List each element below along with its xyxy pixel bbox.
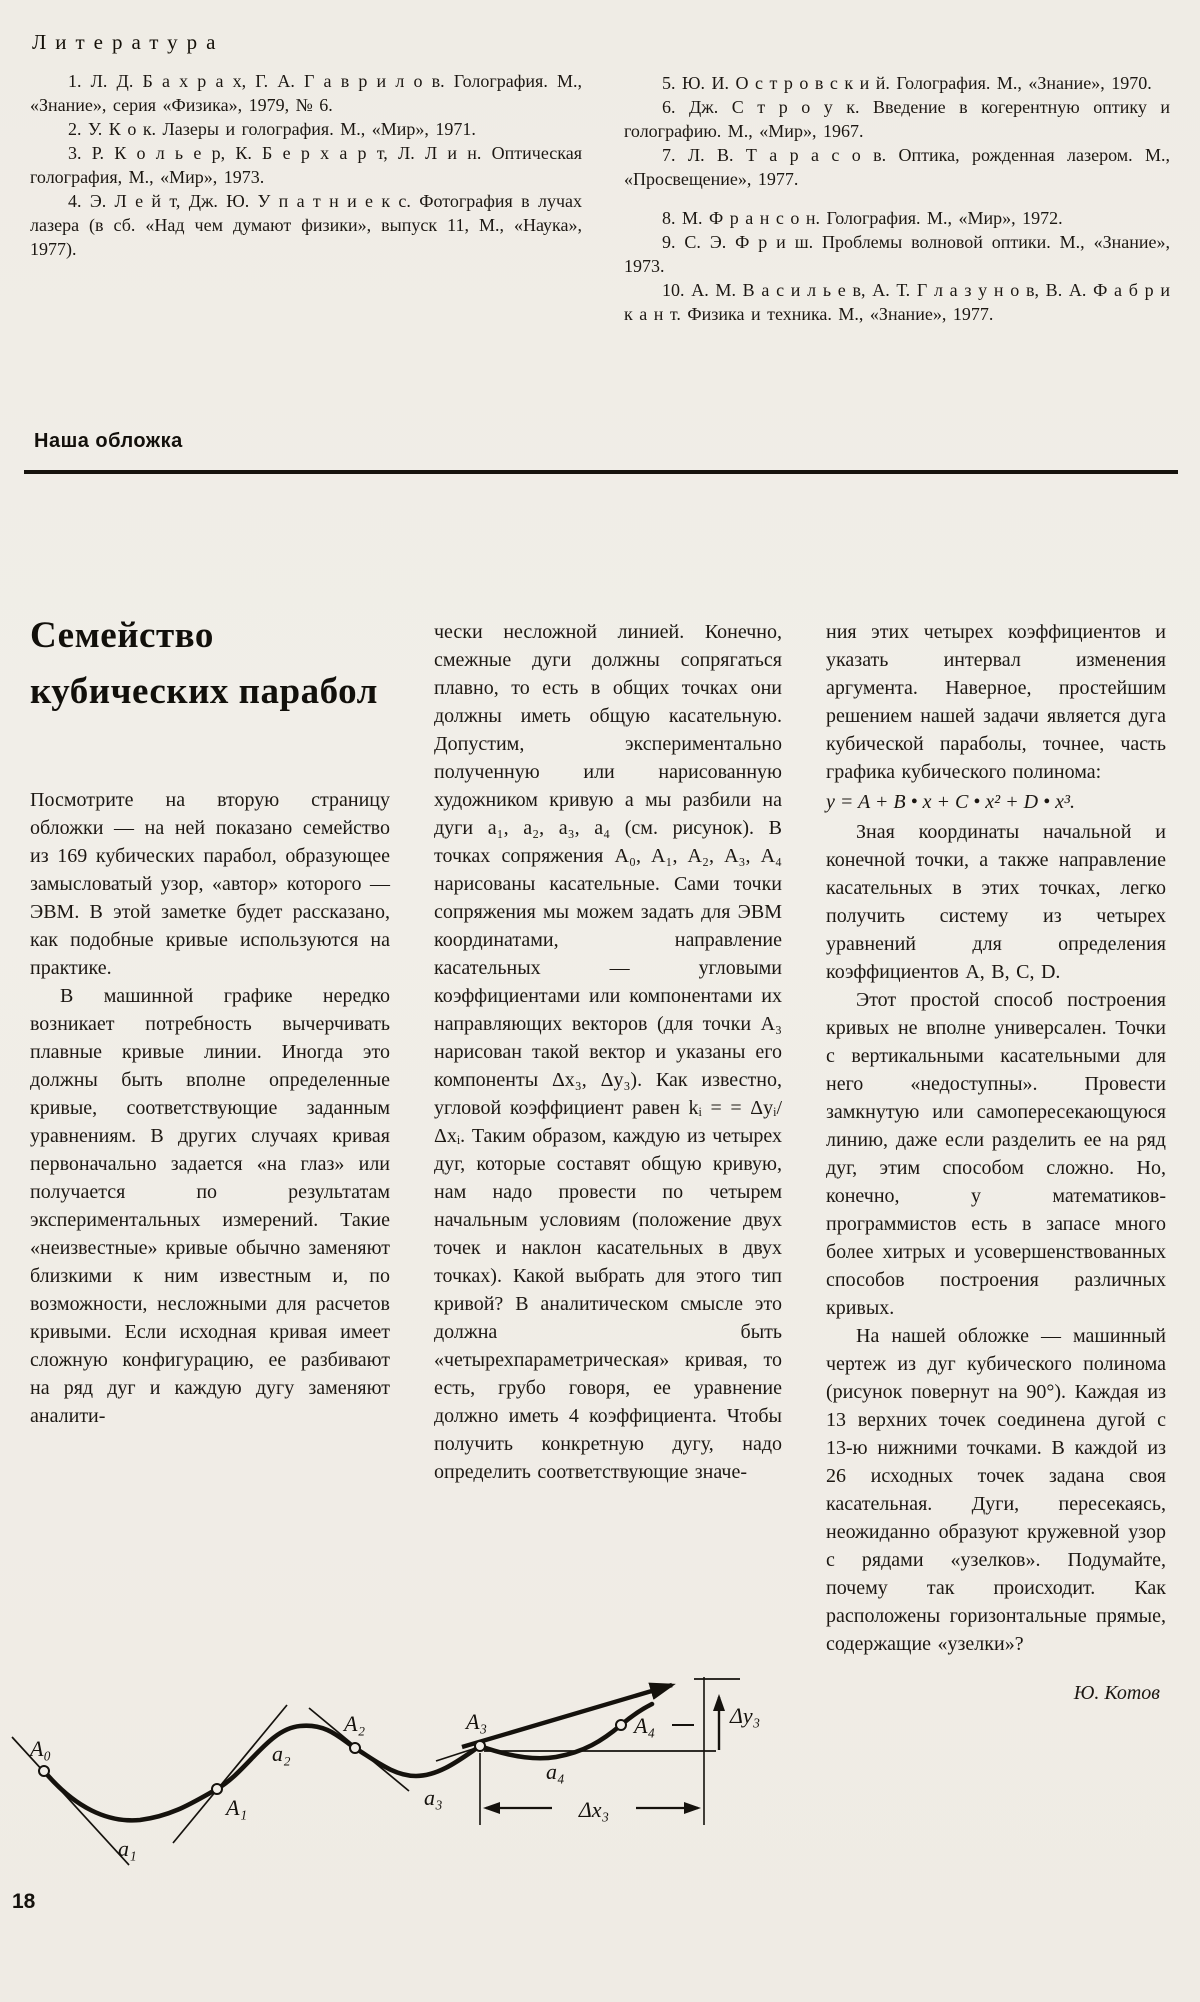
article-paragraph: На нашей обложке — машинный чертеж из дуг кубического полинома (рисунок повернут на 90°). Каждая из 13 верхних точек соединена дугой с 13-ю нижними точками. В каждой из 26 исходных точек задана своя касательная. Дуги, пересекаясь, неожиданно образуют кружевной узор с рядами «узелков». Подумайте, почему так происходит. Как расположены горизонтальные прямые, содержащие «узелки»? — [826, 1325, 1166, 1655]
label-point-a2: A₂ — [344, 1711, 366, 1736]
bib-item: 8. М. Ф р а н с о н. Голография. М., «Мир», 1972. — [662, 208, 1063, 228]
point-marker-a4 — [616, 1720, 626, 1730]
label-point-a3: A₃ — [466, 1709, 488, 1734]
article-paragraph: Зная координаты начальной и конечной точки, а также направление касательных в этих точках, легко получить систему из четырех уравнений для определения коэффициентов A, B, C, D. — [826, 821, 1166, 983]
point-marker-a2 — [350, 1743, 360, 1753]
bib-item: 6. Дж. С т р о у к. Введение в когерентную оптику и голографию. М., «Мир», 1967. — [624, 97, 1170, 141]
article-paragraph: Посмотрите на вторую страницу обложки — на ней показано семейство из 169 кубических парабол, образующее замысловатый узор, «автор» которого — ЭВМ. В этой заметке будет рассказано, как подобные кривые используются на практике. — [30, 789, 390, 979]
bib-item: 9. С. Э. Ф р и ш. Проблемы волновой оптики. М., «Знание», 1973. — [624, 232, 1170, 276]
label-arc-a1: a₁ — [118, 1836, 137, 1861]
bib-item: 7. Л. В. Т а р а с о в. Оптика, рожденная лазером. М., «Просвещение», 1977. — [624, 145, 1170, 189]
label-point-a1: A₁ — [226, 1795, 248, 1820]
cubic-polynomial-formula: y = A + B • x + C • x² + D • x³. — [826, 791, 1075, 813]
bib-item: 4. Э. Л е й т, Дж. Ю. У п а т н и е к с. Фотография в лучах лазера (в сб. «Над чем думают физики», выпуск 11, М., «Наука», 1977). — [30, 191, 582, 259]
article-title: Семейство кубических парабол — [30, 615, 378, 712]
page-number: 18 — [12, 1890, 36, 1913]
bibliography-column-right — [624, 69, 1170, 326]
article-section — [0, 608, 1200, 1965]
cover-section-label: Наша обложка — [34, 430, 183, 452]
article-columns — [30, 608, 1166, 1705]
bibliography-column-left — [30, 69, 582, 326]
article-column-1 — [30, 608, 390, 1705]
label-dx3: Δx₃ — [578, 1797, 610, 1822]
point-marker-a0 — [39, 1766, 49, 1776]
tangent-line-a1 — [173, 1705, 287, 1843]
point-marker-a3 — [475, 1741, 485, 1751]
bib-item: 10. А. М. В а с и л ь е в, А. Т. Г л а з у н о в, В. А. Ф а б р и к а н т. Физика и техника. М., «Знание», 1977. — [624, 280, 1170, 324]
bib-item: 2. У. К о к. Лазеры и голография. М., «Мир», 1971. — [68, 119, 476, 139]
label-dy3: Δy₃ — [730, 1703, 761, 1728]
section-rule — [24, 470, 1178, 474]
label-arc-a4: a₄ — [546, 1759, 565, 1784]
bibliography-section — [0, 0, 1200, 326]
article-paragraph: В машинной графике нередко возникает потребность вычерчивать плавные кривые линии. Иногда это должны быть вполне определенные кривые, соответствующие заданным уравнениям. В других случаях кривая первоначально задается «на глаз» или получается по результатам экспериментальных измерений. Такие «неизвестные» кривые обычно заменяют близкими к ним известным и, по возможности, несложными для расчетов кривыми. Если исходная кривая имеет сложную конфигурацию, ее разбивают на ряд дуг и каждую дугу заменяют аналити- — [30, 985, 390, 1427]
article-paragraph: чески несложной линией. Конечно, смежные дуги должны сопрягаться плавно, то есть в общих точках они должны иметь общую касательную. Допустим, экспериментально полученную или нарисованную художником кривую a мы разбили на дуги a₁, a₂, a₃, a₄ (см. рисунок). В точках сопряжения A₀, A₁, A₂, A₃, A₄ нарисованы касательные. Сами точки сопряжения мы можем задать для ЭВМ координатами, направление касательных — угловыми коэффициентами или компонентами их направляющих векторов (для точки A₃ нарисован такой вектор и указаны его компоненты Δx₃, Δy₃). Как известно, угловой коэффициент равен kᵢ = = Δyᵢ/Δxᵢ. Таким образом, каждую из четырех дуг, которые составят общую кривую, нам надо провести по четырем начальным условиям (положение двух точек и наклон касательных в двух точках). Какой выбрать для этого тип кривой? В аналитическом смысле это должна быть «четырехпараметрическая» кривая, то есть, грубо говоря, ее уравнение должно иметь 4 коэффициента. Чтобы получить конкретную дугу, надо определить соответствующие значе- — [434, 621, 782, 1483]
article-paragraph: ния этих четырех коэффициентов и указать интервал изменения аргумента. Наверное, простейшим решением нашей задачи является дуга кубической параболы, точнее, часть графика кубического полинома: — [826, 621, 1166, 783]
bib-item: 3. Р. К о л ь е р, К. Б е р х а р т, Л. Л и н. Оптическая голография, М., «Мир», 1973. — [30, 143, 582, 187]
bib-item: 5. Ю. И. О с т р о в с к и й. Голография. М., «Знание», 1970. — [662, 73, 1152, 93]
author-byline: Ю. Котов — [1073, 1682, 1160, 1704]
label-point-a0: A₀ — [30, 1736, 52, 1761]
bibliography-title: Литература — [32, 30, 225, 54]
curve-diagram-figure — [0, 1653, 790, 1945]
article-column-3 — [826, 608, 1166, 1705]
bibliography-columns — [30, 69, 1170, 326]
cover-section-header — [0, 430, 1200, 474]
label-arc-a3: a₃ — [424, 1785, 443, 1810]
article-paragraph: Этот простой способ построения кривых не вполне универсален. Точки с вертикальными касательными для него «недоступны». Провести замкнутую или самопересекающуюся линию, даже если разделить ее на ряд дуг, этим способом сложно. Но, конечно, у математиков-программистов есть в запасе много более хитрых и усовершенствованных способов построения различных кривых. — [826, 989, 1166, 1319]
label-point-a4: A₄ — [634, 1713, 656, 1738]
point-marker-a1 — [212, 1784, 222, 1794]
article-column-2 — [434, 608, 782, 1705]
bib-item: 1. Л. Д. Б а х р а х, Г. А. Г а в р и л о в. Голография. М., «Знание», серия «Физика», 1979, № 6. — [30, 71, 582, 115]
label-arc-a2: a₂ — [272, 1741, 291, 1766]
